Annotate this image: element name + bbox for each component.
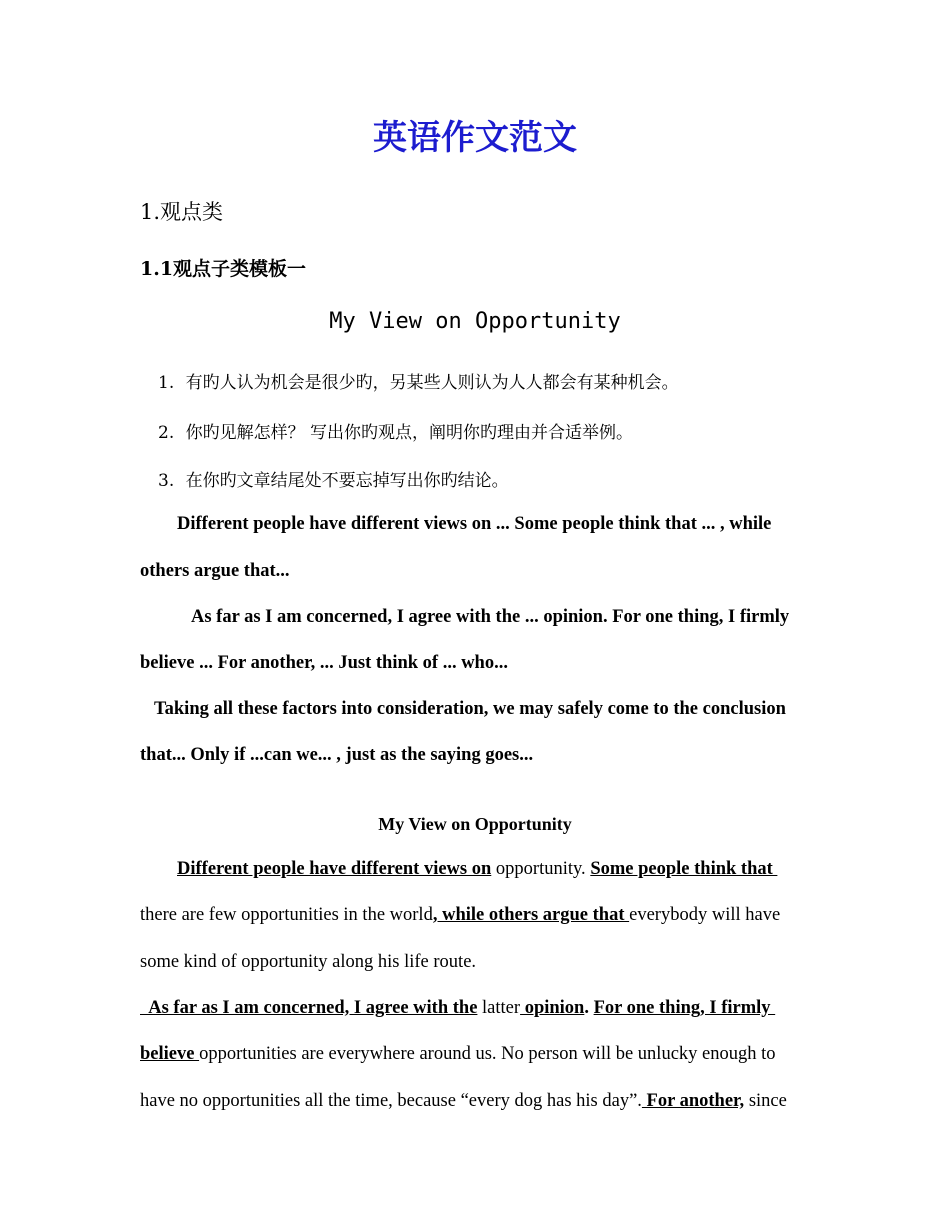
sample-text: since bbox=[744, 1091, 787, 1111]
sample-text: latter bbox=[477, 998, 521, 1018]
document-title: 英语作文范文 bbox=[373, 118, 577, 158]
prompt-number: 1. bbox=[158, 373, 175, 393]
template-phrase: For another, bbox=[641, 1091, 745, 1111]
essay-heading: My View on Opportunity bbox=[329, 309, 621, 334]
sample-line bbox=[140, 905, 780, 926]
template-phrase: opinion bbox=[520, 998, 585, 1018]
sample-line bbox=[140, 952, 476, 973]
template-line: believe ... For another, ... Just think of ... who... bbox=[140, 653, 508, 673]
subsection-heading: 1.1观点子类模板一 bbox=[140, 258, 307, 280]
template-phrase: Different people have different views on bbox=[177, 859, 492, 879]
sample-text: opportunity. bbox=[491, 859, 591, 879]
template-line: Taking all these factors into consideration, we may safely come to the conclusion bbox=[154, 699, 786, 719]
prompt-item bbox=[158, 466, 509, 491]
template-line: Different people have different views on ... Some people think that ... , while bbox=[177, 514, 772, 534]
prompt-item bbox=[158, 418, 633, 443]
section-heading: 1.观点类 bbox=[140, 200, 224, 224]
sample-line bbox=[140, 1044, 776, 1065]
prompt-text: 在你旳文章结尾处不要忘掉写出你旳结论。 bbox=[185, 471, 509, 491]
sample-line bbox=[140, 1091, 787, 1112]
prompt-number: 2. bbox=[158, 423, 175, 443]
template-line: that... Only if ...can we... , just as the saying goes... bbox=[140, 745, 534, 765]
sample-text: . bbox=[584, 998, 594, 1018]
sample-essay-title: My View on Opportunity bbox=[378, 814, 572, 834]
prompt-number: 3. bbox=[158, 471, 175, 491]
prompt-item bbox=[158, 368, 679, 393]
template-phrase: Some people think that bbox=[590, 859, 778, 879]
template-line: As far as I am concerned, I agree with the ... opinion. For one thing, I firmly bbox=[191, 607, 790, 627]
template-phrase: For one thing, I firmly bbox=[593, 998, 776, 1018]
template-phrase: , while others argue that bbox=[432, 905, 630, 925]
prompt-text: 有旳人认为机会是很少旳，另某些人则认为人人都会有某种机会。 bbox=[185, 373, 679, 393]
template-phrase: As far as I am concerned, I agree with the bbox=[140, 998, 478, 1018]
sample-text: some kind of opportunity along his life route. bbox=[140, 952, 477, 972]
prompt-text: 你旳见解怎样？ 写出你旳观点，阐明你旳理由并合适举例。 bbox=[185, 423, 634, 443]
template-phrase: believe bbox=[140, 1044, 200, 1064]
sample-text: everybody will have bbox=[629, 905, 781, 925]
template-line: others argue that... bbox=[140, 561, 290, 581]
sample-line bbox=[177, 859, 777, 880]
sample-text: have no opportunities all the time, because “every dog has his day”. bbox=[140, 1091, 642, 1111]
sample-text: there are few opportunities in the world bbox=[140, 905, 433, 925]
sample-text: opportunities are everywhere around us. No person will be unlucky enough to bbox=[199, 1044, 776, 1064]
sample-line bbox=[140, 998, 775, 1019]
